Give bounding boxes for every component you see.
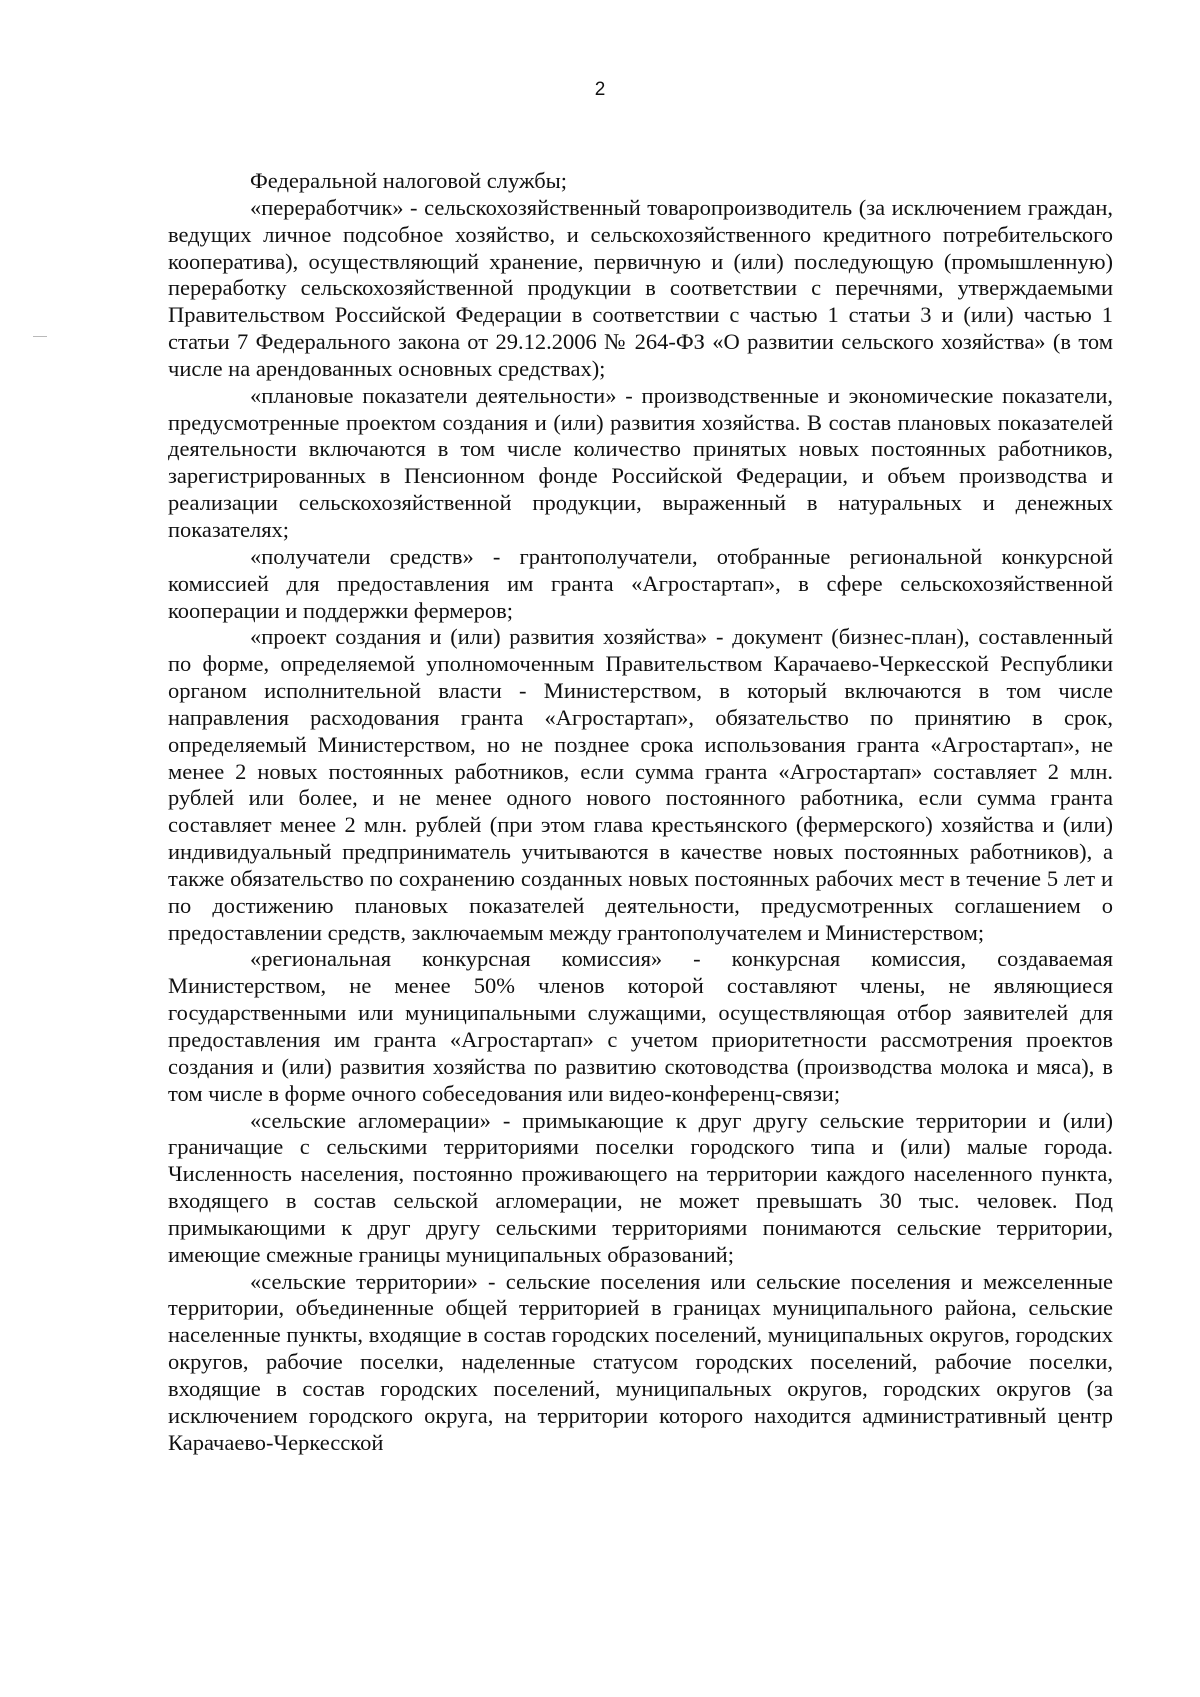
paragraph-tax-service: Федеральной налоговой службы;: [250, 168, 568, 193]
paragraph-rural-territories: «сельские территории» - сельские поселения или сельские поселения и межселенные территории, объединенные общей территорией в границах муниципального района, сельские населенные пункты, входящие в состав городских поселений, муниципальных округов, городских округов, рабочие поселки, наделенные статусом городских поселений, рабочие поселки, входящие в состав городских поселений, муниципальных округов, городских округов (за исключением городского округа, на территории которого находится административный центр Карачаево-Черкесской: [168, 1268, 1113, 1455]
page-number: 2: [594, 79, 606, 100]
paragraph-rural-agglomerations: «сельские агломерации» - примыкающие к друг другу сельские территории и (или) граничащие с сельскими территориями поселки городского типа и (или) малые города. Численность населения, постоянно проживающего на территории каждого населенного пункта, входящего в состав сельской агломерации, не может превышать 30 тыс. человек. Под примыкающими к друг другу сельскими территориями понимаются сельские территории, имеющие смежные границы муниципальных образований;: [168, 1107, 1113, 1267]
document-body: [168, 168, 1113, 1457]
paragraph-regional-commission: «региональная конкурсная комиссия» - конкурсная комиссия, создаваемая Министерством, не менее 50% членов которой составляют члены, не являющиеся государственными или муниципальными служащими, осуществляющая отбор заявителей для предоставления им гранта «Агростартап» с учетом приоритетности рассмотрения проектов создания и (или) развития хозяйства по развитию скотоводства (производства молока и мяса), в том числе в форме очного собеседования или видео-конференц-связи;: [168, 946, 1113, 1106]
paragraph-planned-indicators: «плановые показатели деятельности» - производственные и экономические показатели, предусмотренные проектом создания и (или) развития хозяйства. В состав плановых показателей деятельности включаются в том числе количество принятых новых постоянных работников, зарегистрированных в Пенсионном фонде Российской Федерации, и объем производства и реализации сельскохозяйственной продукции, выраженный в натуральных и денежных показателях;: [168, 382, 1113, 542]
scan-margin-mark: [33, 336, 47, 337]
paragraph-processor: «переработчик» - сельскохозяйственный товаропроизводитель (за исключением граждан, ведущих личное подсобное хозяйство, и сельскохозяйственного кредитного потребительского кооператива), осуществляющий хранение, первичную и (или) последующую (промышленную) переработку сельскохозяйственной продукции в соответствии с перечнями, утверждаемыми Правительством Российской Федерации в соответствии с частью 1 статьи 3 и (или) частью 1 статьи 7 Федерального закона от 29.12.2006 № 264-ФЗ «О развитии сельского хозяйства» (в том числе на арендованных основных средствах);: [168, 194, 1113, 381]
paragraph-recipients: «получатели средств» - грантополучатели, отобранные региональной конкурсной комиссией для предоставления им гранта «Агростартап», в сфере сельскохозяйственной кооперации и поддержки фермеров;: [168, 543, 1113, 623]
paragraph-project: «проект создания и (или) развития хозяйства» - документ (бизнес-план), составленный по форме, определяемой уполномоченным Правительством Карачаево-Черкесской Республики органом исполнительной власти - Министерством, в который включаются в том числе направления расходования гранта «Агростартап», обязательство по принятию в срок, определяемый Министерством, но не позднее срока использования гранта «Агростартап», не менее 2 новых постоянных работников, если сумма гранта «Агростартап» составляет 2 млн. рублей или более, и не менее одного нового постоянного работника, если сумма гранта составляет менее 2 млн. рублей (при этом глава крестьянского (фермерского) хозяйства и (или) индивидуальный предприниматель учитываются в качестве новых постоянных работников), а также обязательство по сохранению созданных новых постоянных рабочих мест в течение 5 лет и по достижению плановых показателей деятельности, предусмотренных соглашением о предоставлении средств, заключаемым между грантополучателем и Министерством;: [168, 624, 1113, 945]
